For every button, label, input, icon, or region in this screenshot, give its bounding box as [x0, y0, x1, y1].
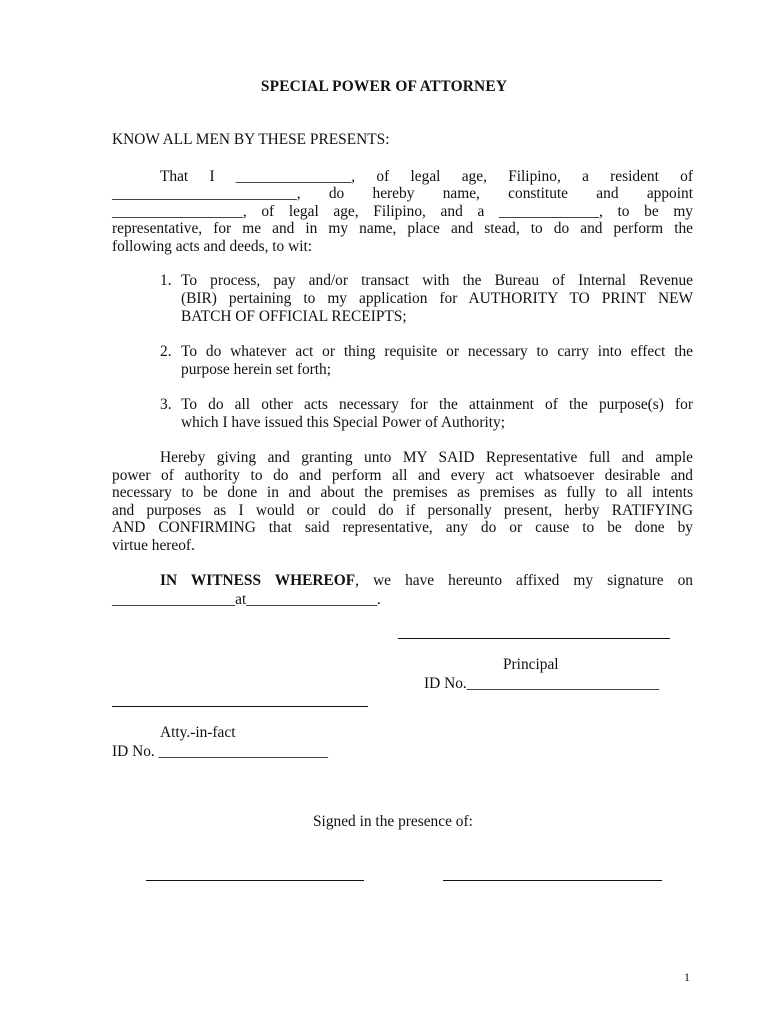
grant-line-6: virtue hereof.: [112, 537, 195, 554]
witness-bold-lead: IN WITNESS WHEREOF: [160, 572, 356, 589]
attorney-label: Atty.-in-fact: [160, 724, 236, 741]
intro-line-3: _________________, of legal age, Filipino, and a _____________, to be my: [112, 203, 693, 220]
item-1-line-1: To process, pay and/or transact with the Bureau of Internal Revenue: [181, 272, 693, 289]
item-2-line-1: To do whatever act or thing requisite or necessary to carry into effect the: [181, 343, 693, 360]
grant-line-4: and purposes as I would or could do if personally present, herby RATIFYING: [112, 502, 693, 519]
item-number: 2.: [160, 343, 172, 360]
principal-id-field: ID No._________________________: [424, 675, 660, 692]
item-number: 1.: [160, 272, 172, 289]
witnesses-label: Signed in the presence of:: [313, 813, 473, 830]
page-number: 1: [684, 970, 690, 984]
salutation: KNOW ALL MEN BY THESE PRESENTS:: [112, 131, 390, 148]
intro-line-4: representative, for me and in my name, place and stead, to do and perform the: [112, 220, 693, 237]
attorney-id-field: ID No. ______________________: [112, 743, 328, 760]
witness-2-signature-line: [443, 880, 662, 881]
grant-line-1: Hereby giving and granting unto MY SAID Representative full and ample: [160, 449, 693, 466]
item-3-line-2: which I have issued this Special Power of Authority;: [181, 414, 506, 431]
witness-line-1: [160, 572, 693, 590]
grant-line-5: AND CONFIRMING that said representative, any do or cause to be done by: [112, 519, 693, 536]
document-title: SPECIAL POWER OF ATTORNEY: [260, 78, 508, 95]
principal-signature-line: [398, 638, 670, 639]
attorney-signature-line: [112, 706, 368, 707]
grant-line-2: power of authority to do and perform all and every act whatsoever desirable and: [112, 467, 693, 484]
grant-line-3: necessary to be done in and about the premises as premises as fully to all intents: [112, 484, 693, 501]
witness-rest: , we have hereunto affixed my signature on: [355, 572, 693, 589]
intro-line-2: ________________________, do hereby name, constitute and appoint: [112, 185, 693, 202]
item-2-line-2: purpose herein set forth;: [181, 361, 332, 378]
item-1-line-2: (BIR) pertaining to my application for AUTHORITY TO PRINT NEW: [181, 290, 693, 307]
witness-1-signature-line: [146, 880, 364, 881]
intro-line-1: That I _______________, of legal age, Filipino, a resident of: [160, 168, 693, 185]
principal-label: Principal: [503, 656, 559, 673]
item-number: 3.: [160, 396, 172, 413]
item-3-line-1: To do all other acts necessary for the attainment of the purpose(s) for: [181, 396, 693, 413]
item-1-line-3: BATCH OF OFFICIAL RECEIPTS;: [181, 308, 407, 325]
intro-line-5: following acts and deeds, to wit:: [112, 238, 313, 255]
witness-line-2: ________________at_________________.: [112, 591, 381, 608]
